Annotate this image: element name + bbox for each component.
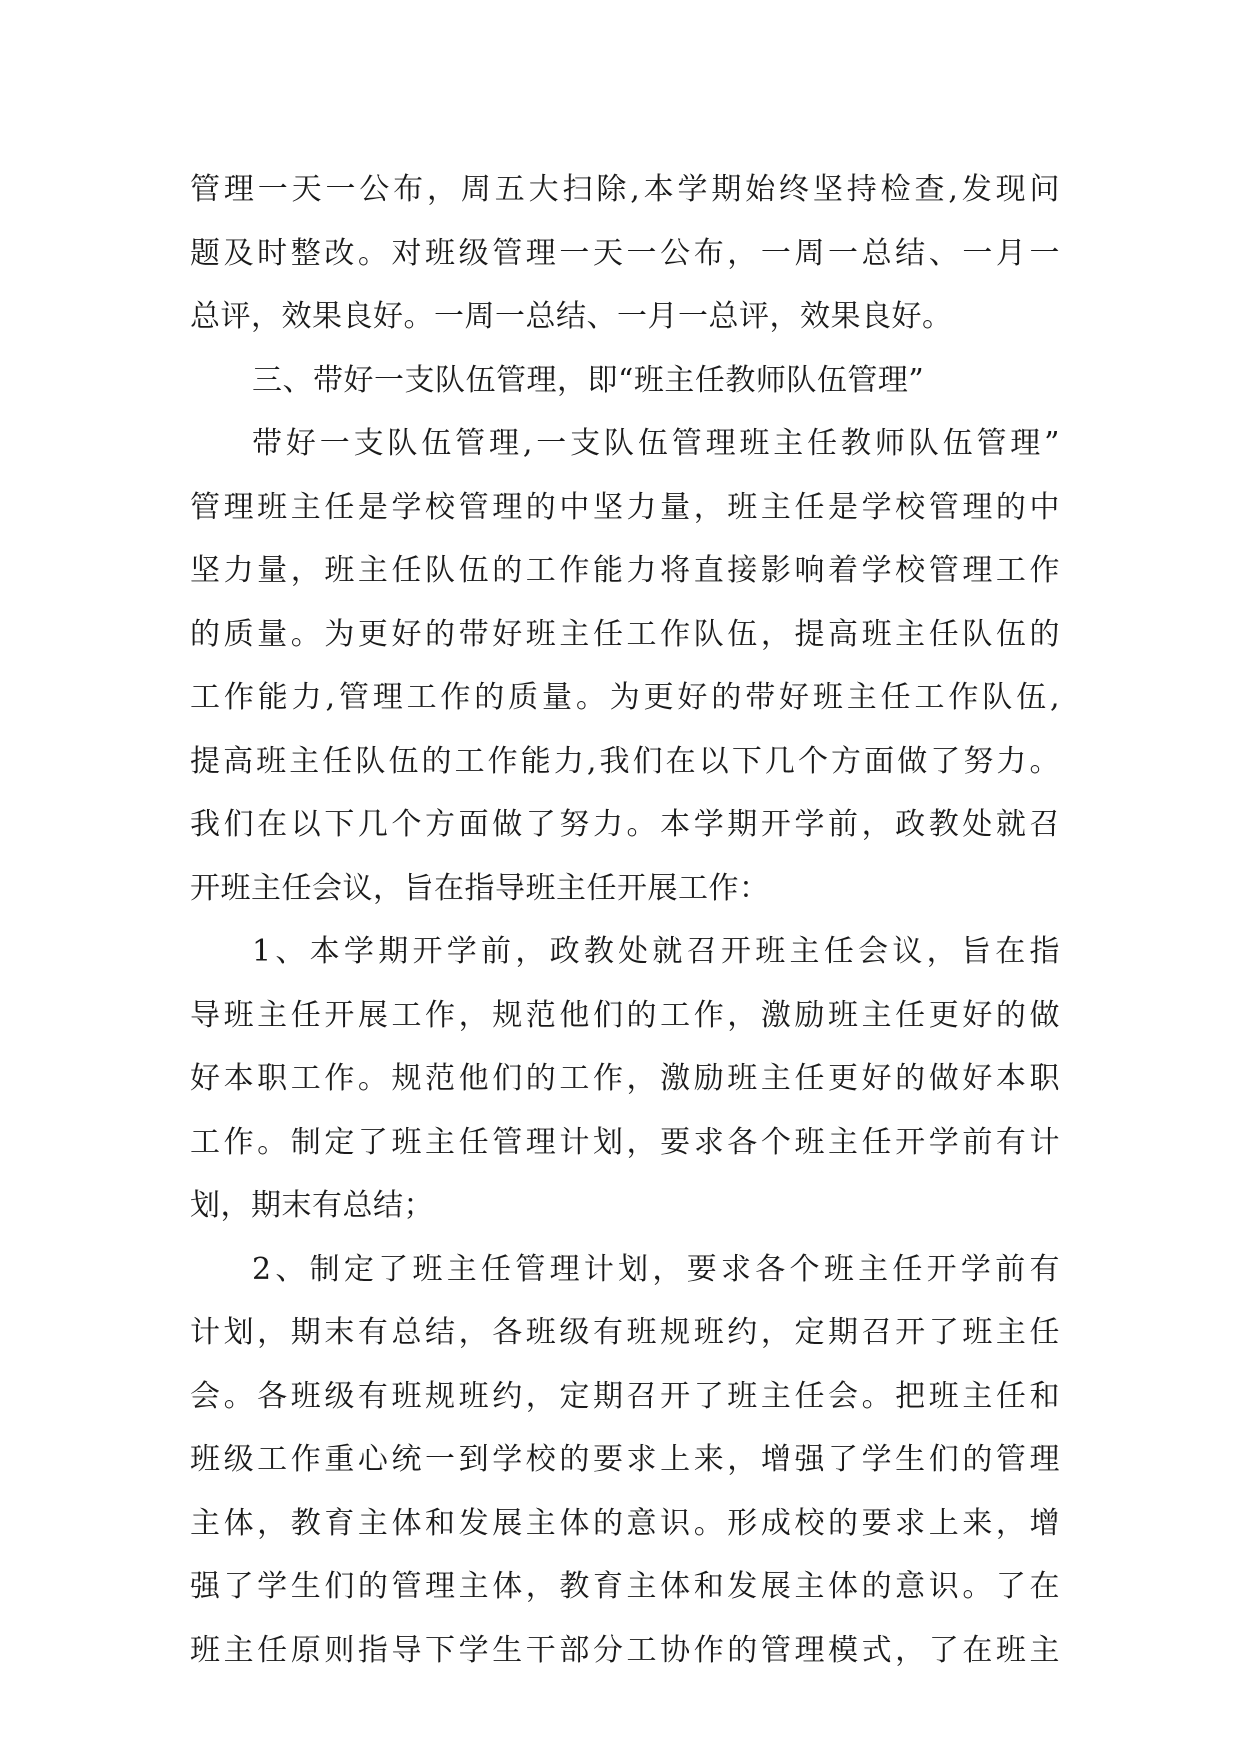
text-line: 划，期末有总结； [190, 1188, 434, 1223]
text-line: 班主任原则指导下学生干部分工协作的管理模式，了在班主 [190, 1632, 1060, 1668]
text-line: 好本职工作。规范他们的工作，激励班主任更好的做好本职 [190, 1061, 1060, 1096]
text-line: 工作。制定了班主任管理计划，要求各个班主任开学前有计 [190, 1124, 1060, 1160]
text-line: 的质量。为更好的带好班主任工作队伍，提高班主任队伍的 [190, 616, 1060, 652]
text-line: 计划，期末有总结，各班级有班规班约，定期召开了班主任 [190, 1315, 1060, 1350]
text-line: 班级工作重心统一到学校的要求上来，增强了学生们的管理 [190, 1442, 1060, 1477]
text-line: 管理班主任是学校管理的中坚力量，班主任是学校管理的中 [190, 489, 1060, 525]
text-line: 提高班主任队伍的工作能力,我们在以下几个方面做了努力。 [190, 743, 1060, 779]
document-body [190, 158, 1060, 1682]
text-line: 工作能力,管理工作的质量。为更好的带好班主任工作队伍, [190, 680, 1060, 715]
text-line: 带好一支队伍管理,一支队伍管理班主任教师队伍管理” [252, 426, 1060, 461]
text-line: 主体，教育主体和发展主体的意识。形成校的要求上来，增 [190, 1505, 1060, 1541]
text-line: 2、制定了班主任管理计划，要求各个班主任开学前有 [252, 1251, 1060, 1287]
text-line: 坚力量，班主任队伍的工作能力将直接影响着学校管理工作 [190, 553, 1060, 588]
text-line: 总评，效果良好。一周一总结、一月一总评，效果良好。 [190, 299, 953, 334]
text-line: 三、带好一支队伍管理，即“班主任教师队伍管理” [252, 362, 925, 398]
text-line: 会。各班级有班规班约，定期召开了班主任会。把班主任和 [190, 1378, 1060, 1414]
text-line: 我们在以下几个方面做了努力。本学期开学前，政教处就召 [190, 807, 1060, 842]
text-line: 开班主任会议，旨在指导班主任开展工作： [190, 870, 770, 906]
text-line: 管理一天一公布，周五大扫除,本学期始终坚持检查,发现问 [190, 172, 1060, 207]
text-line: 强了学生们的管理主体，教育主体和发展主体的意识。了在 [190, 1569, 1060, 1604]
text-line: 1、本学期开学前，政教处就召开班主任会议，旨在指 [252, 934, 1060, 969]
text-line: 题及时整改。对班级管理一天一公布，一周一总结、一月一 [190, 235, 1060, 271]
text-line: 导班主任开展工作，规范他们的工作，激励班主任更好的做 [190, 997, 1060, 1033]
